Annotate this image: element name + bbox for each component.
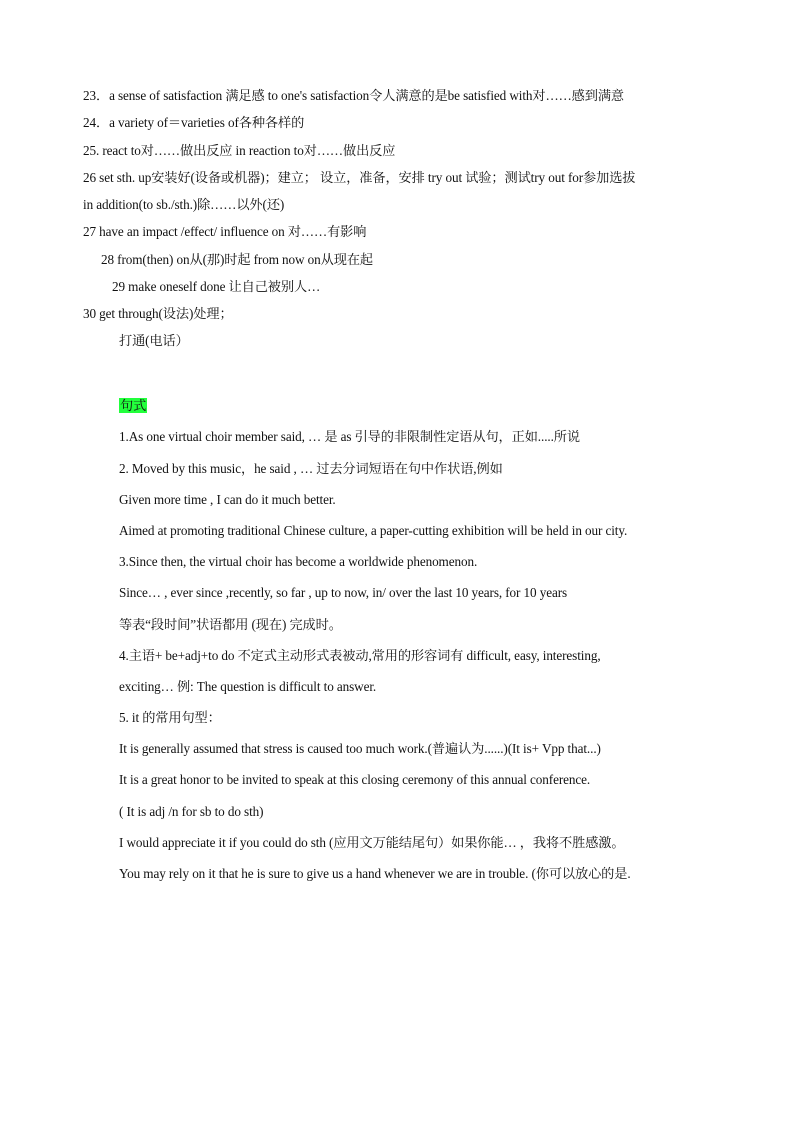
vocab-line: 27 have an impact /effect/ influence on 对……有影响 (83, 224, 367, 239)
vocab-line: 23．a sense of satisfaction 满足感 to one's satisfaction令人满意的是be satisfied with对……感到满意 (83, 88, 625, 103)
vocab-line: 26 set sth. up安装好(设备或机器)；建立； 设立，准备，安排 try out 试验；测试try out for参加选拔 (83, 170, 636, 185)
pattern-line: Since… , ever since ,recently, so far , up to now, in/ over the last 10 years, for 10 years (119, 585, 568, 600)
pattern-line: 1.As one virtual choir member said, … 是 as 引导的非限制性定语从句，正如.....所说 (119, 429, 580, 444)
pattern-line: 5. it 的常用句型： (119, 710, 221, 725)
pattern-line: It is generally assumed that stress is caused too much work.(普遍认为......)(It is+ Vpp that...) (119, 741, 601, 756)
vocab-line: 打通(电话） (119, 333, 189, 348)
pattern-line: ( It is adj /n for sb to do sth) (119, 804, 264, 819)
vocab-line: 25. react to对……做出反应 in reaction to对……做出反应 (83, 143, 396, 158)
pattern-line: It is a great honor to be invited to speak at this closing ceremony of this annual conference. (119, 772, 591, 787)
vocab-line: 30 get through(设法)处理； (83, 306, 233, 321)
section-heading (119, 397, 147, 415)
vocab-line: 28 from(then) on从(那)时起 from now on从现在起 (101, 252, 373, 267)
pattern-line: You may rely on it that he is sure to give us a hand whenever we are in trouble. (你可以放心的是. (119, 866, 631, 881)
pattern-line: Given more time , I can do it much better. (119, 492, 336, 507)
pattern-line: 4.主语+ be+adj+to do 不定式主动形式表被动,常用的形容词有 difficult, easy, interesting, (119, 648, 601, 663)
vocab-line: 29 make oneself done 让自己被别人… (112, 279, 321, 294)
section-heading-label: 句式 (120, 398, 147, 413)
pattern-line: 2. Moved by this music，he said , … 过去分词短语在句中作状语,例如 (119, 461, 503, 476)
pattern-line: I would appreciate it if you could do sth (应用文万能结尾句）如果你能… ，我将不胜感激。 (119, 835, 625, 850)
vocab-line: 24．a variety of＝varieties of各种各样的 (83, 115, 305, 130)
pattern-line: Aimed at promoting traditional Chinese culture, a paper-cutting exhibition will be held in our city. (119, 523, 628, 538)
pattern-line: 等表“段时间”状语都用 (现在) 完成时。 (119, 617, 342, 632)
vocab-line: in addition(to sb./sth.)除……以外(还) (83, 197, 285, 212)
pattern-line: exciting… 例: The question is difficult to answer. (119, 679, 377, 694)
pattern-line: 3.Since then, the virtual choir has become a worldwide phenomenon. (119, 554, 478, 569)
